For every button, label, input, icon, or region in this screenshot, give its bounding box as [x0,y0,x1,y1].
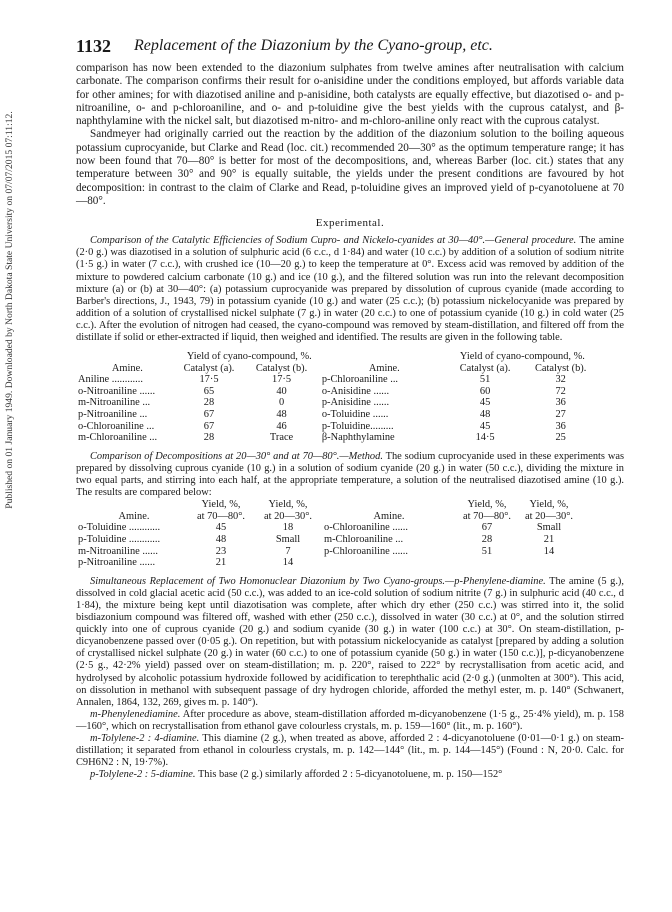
table1-cell-value: 14·5 [475,432,495,444]
m-phenylenediamine-text: After procedure as above, steam-distillation afforded m-dicyanobenzene (1·5 g., 25·4% yield), m. p. 158—160°, which on recrystallisation from ethanol gave colourless crystals, m. p. 159—160° (lit., m. p. 160°). [76,708,624,732]
simultaneous-paragraph [76,576,624,709]
table1-cell-amine: o-Nitroaniline ...... [78,385,156,397]
table1-cell-amine: p-Nitroaniline ... [78,409,148,421]
table2-col-hot-right: at 70—80°. [462,510,512,522]
table1-cell-amine: p-Anisidine ...... [321,397,390,409]
decomposition-title: Comparison of Decompositions at 20—30° and at 70—80°.—Method. [90,450,383,462]
table1-cell-amine: p-Chloroaniline ... [321,374,399,386]
table2-cell-value: 23 [215,545,227,557]
table1-cell-value: 25 [555,432,566,444]
table2-yield-label-1: Yield, %, [201,499,241,511]
table1-group-header-right: Yield of cyano-compound, %. [459,351,585,363]
table1-cell-value: 40 [276,385,287,397]
table1-col-b-left: Catalyst (b). [255,362,308,374]
table1-cell-amine: Aniline ............ [78,374,143,386]
table1-cell-value: 32 [555,374,566,386]
tolylene-25-paragraph [76,769,624,781]
table2-col-hot-left: at 70—80°. [196,510,246,522]
table1-cell-value: 36 [555,397,566,409]
tolylene-24-title: m-Tolylene-2 : 4-diamine. [90,733,200,745]
table2-cell-amine: m-Chloroaniline ... [324,534,404,546]
table2-col-amine-left: Amine. [118,510,150,522]
table1-col-b-right: Catalyst (b). [535,362,587,374]
table1-cell-amine: o-Toluidine ...... [321,409,389,421]
table-row [78,522,578,534]
page-number: 1132 [76,36,112,56]
table1-cell-amine: p-Toluidine......... [321,420,394,432]
simultaneous-text: The amine (5 g.), dissolved in cold glacial acetic acid (50 c.c.), was added to an ice-cold solution of sodium nitrite (7 g.) in sulphuric acid (40 c.c., d 1·84), the mixture being kept until diazotisation was complete, after which dry ether (250 c.c.) was stirred into it, the solid bisdiazonium compound was filtered off, washed with ether (250 c.c.), dissolved in water (30 c.c.) at 0°, and the solution stirred quickly into one of cuprous cyanide (20 g.) and sodium cyanide (30 g.) in water (100 c.c.) at 30°. On steam-distillation, p-dicyanobenzene passed over (0·05 g.). On repetition, but with potassium nickelocyanide as catalyst [prepared by adding a solution of crystallised nickel sulphate (20 g.) in water (60 c.c.) to one of potassium cyanide (50 g.) in water (150 c.c.)], p-dicyanobenzene (2·5 g., 42·2% yield) passed over on steam-distillation; m. p. 220°, raised to 222° by recrystallisation from acetic acid, and hydrolysed by alcoholic potassium hydroxide followed by acidification to terephthalic acid (2·0 g.) (unmolten at 300°). This acid, on dissolution in methanol with subsequent passage of dry hydrogen chloride, afforded the methyl ester, m. p. 140° (Schwanert, Annalen, 1864, 132, 269, gives m. p. 140°). [76,575,624,708]
table1-cell-value: 72 [555,385,566,397]
table2-yield-label-4: Yield, %, [529,499,569,511]
decomposition-paragraph [76,451,624,499]
table1-cell-value: 48 [276,409,287,421]
table2-cell-amine: o-Chloroaniline ...... [324,522,408,534]
section-heading: Experimental. [315,217,385,230]
table1-group-header-left: Yield of cyano-compound, %. [186,351,312,363]
table1-cell-value: 17·5 [272,374,292,386]
table2-cell-value: 67 [481,522,493,534]
table-row [78,374,598,386]
table2-cell-amine: m-Nitroaniline ...... [78,545,158,557]
table-row [78,534,578,546]
table-row [78,557,578,569]
running-header [76,36,624,62]
table1-cell-value: 28 [203,432,215,444]
table-row [78,386,598,398]
table-row [78,409,598,421]
table2-cell-value: 7 [285,545,291,557]
table2-cell-value: 45 [215,522,227,534]
table1-cell-value: 27 [555,409,566,421]
table1-cell-amine: β-Naphthylamine [321,432,395,444]
table1-cell-value: 48 [479,409,491,421]
catalyst-table [78,351,598,444]
table1-cell-value: 67 [203,420,215,432]
download-note [2,40,18,580]
table1-col-amine-right: Amine. [368,362,400,374]
decomposition-text: The sodium cuprocyanide used in these experiments was prepared by dissolving cuprous cyanide (10 g.) in a solution of sodium cyanide (20 g.) in water (50 c.c.), dividing the mixture in two equal parts, and stirring into each half, at the appropriate temperature, a solution of the neutralised diazotised amine (10 g.). The results are compared below: [76,450,625,499]
comparison-text: The amine (2·0 g.) was diazotised in a solution of sulphuric acid (6 c.c., d 1·84) and water (10 c.c.) by addition of a solution of sodium nitrite (1·5 g.) in water (7 c.c.), with crushed ice (10—20 g.) to keep the temperature at 0°. Excess acid was removed by addition of the mixture to powdered calcium carbonate (10 g.) and ice (10 g.), and the filtered solution was run into the relevant decomposition mixture (a) or (b) at 30—40°: (a) potassium cuprocyanide was prepared by dissolution of cuprous cyanide (made according to Barber's directions, J., 1943, 79) in potassium cyanide (10 g.) and water (25 c.c.); (b) potassium nickelocyanide was prepared by addition of a solution of crystallised nickel sulphate (7 g.) in water (20 c.c.) to one of potassium cyanide (10 g.) in cold water (25 c.c.). After the evolution of nitrogen had ceased, the cyano-compound was removed by steam-distillation, and filtered off from the distillate if solid or ether-extracted if liquid, then weighed and identified. The results are given in the following table. [76,235,624,344]
table2-cell-amine: p-Chloroaniline ...... [324,545,408,557]
table2-cell-value: 48 [215,534,227,546]
table2-cell-amine: o-Toluidine ............ [78,522,161,534]
table-row [78,432,598,444]
intro-paragraph-1: comparison has now been extended to the diazonium sulphates from twelve amines after neutralisation with calcium carbonate. The comparison confirms their result for o-anisidine under the conditions employed, but affords variable data for other amines; for with diazotised aniline and p-anisidine, both catalysts are equally effective, but diazotised o- and p-nitroaniline, o- and p-chloroaniline, and o- and p-toluidine give the best yields with the cuprous catalyst, and β-naphthylamine with the nickel salt, but diazotised m-nitro- and m-chloro-aniline only react with the cuprous catalyst. [76,62,624,128]
table-row [78,546,578,558]
tolylene-24-paragraph [76,733,624,769]
table-row [78,421,598,433]
table1-cell-value: 45 [479,397,491,409]
intro-paragraph-2: Sandmeyer had originally carried out the reaction by the addition of the diazonium solution to the boiling aqueous potassium cuprocyanide, but Clarke and Read (loc. cit.) recommended 20—30° as the optimum temperature range; it has now been found that 70—80° is better for most of the decompositions, and, whereas Barber (loc. cit.) states that any temperature between 30° and 90° is equally suitable, the yields under the present conditions are favoured by hot decomposition: in contrast to the claim of Clarke and Read, p-toluidine gives an improved yield of p-cyanotoluene at 70—80°. [76,128,624,207]
temperature-table [78,499,578,569]
m-phenylenediamine-title: m-Phenylenediamine. [90,708,181,720]
page [76,36,624,781]
table2-cell-value [520,557,578,569]
comparison-title: Comparison of the Catalytic Efficiencies of Sodium Cupro- and Nickelo-cyanides at 30—40°.—General procedure. [90,235,577,247]
table2-col-amine-right: Amine. [373,510,405,522]
m-phenylenediamine-paragraph [76,709,624,733]
table2-cell-value: 51 [481,545,493,557]
tolylene-24-text: This diamine (2 g.), when treated as above, afforded 2 : 4-dicyanotoluene (0·01—0·1 g.) on steam-distillation; it separated from ethanol in colourless crystals, m. p. 142—144° (lit., m. p. 144—145°) (Found : N, 20·0. Calc. for C9H6N2 : N, 19·7%). [76,733,624,769]
table2-cell-value: 21 [215,557,227,569]
tolylene-25-title: p-Tolylene-2 : 5-diamine. [90,769,196,781]
table1-col-a-left: Catalyst (a). [183,362,235,374]
table1-cell-amine: m-Chloroaniline ... [78,432,158,444]
tolylene-25-text: This base (2 g.) similarly afforded 2 : 5-dicyanotoluene, m. p. 150—152° [195,769,503,781]
table2-cell-value: 14 [282,557,294,569]
comparison-paragraph [76,235,624,344]
table2-cell-amine: p-Toluidine ............ [78,534,161,546]
table2-cell-amine: p-Nitroaniline ...... [78,557,156,569]
table2-cell-value: Small [275,534,301,546]
table1-col-a-right: Catalyst (a). [459,362,511,374]
table2-cell-value: 21 [543,534,555,546]
table2-col-cold-right: at 20—30°. [524,510,574,522]
table1-cell-value: 28 [203,397,215,409]
intro-section [76,62,624,208]
table1-cell-value: 65 [203,385,215,397]
table1-cell-value: 67 [203,409,215,421]
table2-cell-value: 14 [543,545,555,557]
table1-cell-value: 45 [479,420,491,432]
table2-cell-value [454,557,520,569]
simultaneous-title: Simultaneous Replacement of Two Homonuclear Diazonium by Two Cyano-groups.—p-Phenylene-diamine. [90,575,546,587]
table2-yield-label-2: Yield, %, [268,499,308,511]
download-note-text: Published on 01 January 1949. Downloaded by North Dakota State University on 07/07/2015 07:11:12. [4,111,15,509]
table1-cell-value: 36 [555,420,566,432]
table-row [78,397,598,409]
running-title: Replacement of the Diazonium by the Cyano-group, etc. [134,37,493,54]
table1-col-amine-left: Amine. [111,362,143,374]
table1-cell-value: 60 [479,385,491,397]
table2-cell-value: 28 [481,534,493,546]
table2-cell-amine [324,557,454,569]
table2-col-cold-left: at 20—30°. [263,510,313,522]
table2-cell-value: 18 [282,522,294,534]
table1-cell-amine: o-Chloroaniline ... [78,420,155,432]
table1-cell-value: 46 [276,420,287,432]
table2-yield-label-3: Yield, %, [467,499,507,511]
table1-cell-value: 0 [278,397,285,409]
table1-cell-value: 17·5 [199,374,219,386]
table1-cell-amine: o-Anisidine ...... [321,385,390,397]
table1-cell-value: Trace [269,432,294,444]
table1-cell-amine: m-Nitroaniline ... [78,397,151,409]
table2-cell-value: Small [536,522,562,534]
table1-cell-value: 51 [479,374,491,386]
